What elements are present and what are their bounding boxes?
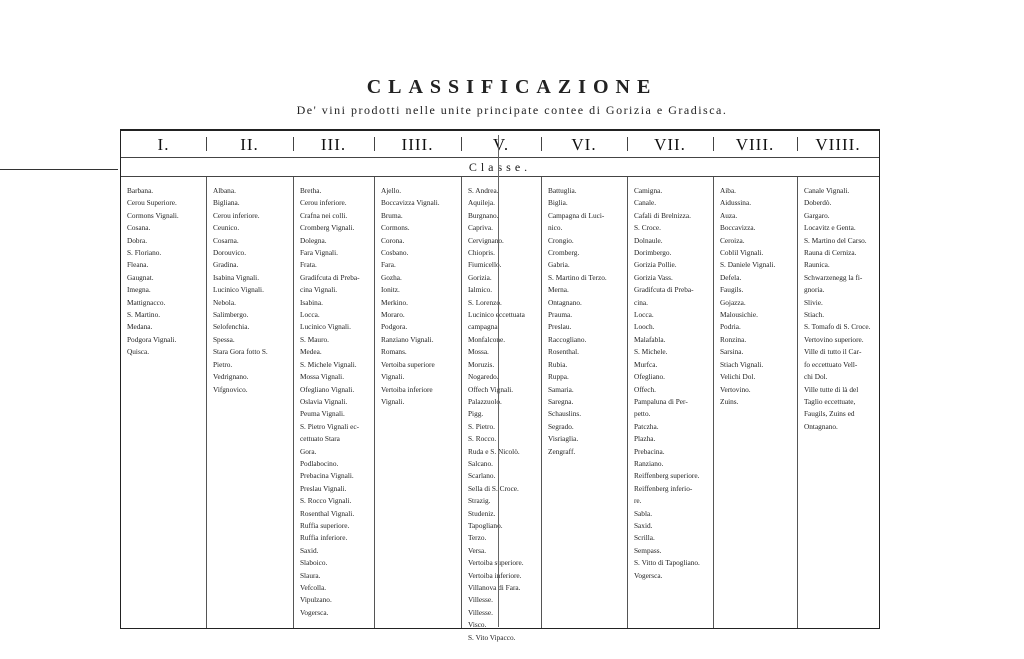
- place-entry: Peuma Vignali.: [300, 409, 345, 419]
- place-entry: Reiffenberg inferio-: [634, 483, 693, 493]
- place-entry: Prebacina.: [634, 446, 665, 456]
- column-class-9: [797, 177, 879, 628]
- place-entry: Velichi Dol.: [720, 372, 756, 382]
- place-entry: Camigna.: [634, 186, 663, 195]
- place-entry: Vifgnovico.: [213, 384, 248, 394]
- class-numeral-8: VIII.: [735, 135, 775, 154]
- place-entry: Vignali.: [381, 396, 405, 406]
- place-entry: Medana.: [127, 322, 153, 332]
- class-numeral-9: VIIII.: [815, 135, 861, 154]
- place-entry: Strazig.: [468, 496, 491, 506]
- column-class-2: [206, 177, 293, 628]
- place-entry: Gabria.: [548, 260, 570, 270]
- place-entry: Cervignano.: [468, 235, 504, 245]
- place-entry: Vertoiba inferiore: [381, 384, 433, 394]
- classe-label: Classe.: [121, 157, 879, 177]
- place-entry: Vedrignano.: [213, 372, 249, 382]
- place-entry: Cerou inferiore.: [213, 210, 260, 220]
- place-entry: Ofegliano Vignali.: [300, 384, 355, 394]
- place-entry: Sarsina.: [720, 347, 744, 357]
- place-entry: Slaboico.: [300, 558, 328, 568]
- place-entry: Malousichie.: [720, 310, 758, 320]
- place-entry: Fara.: [381, 260, 396, 270]
- place-entry: Scarlano.: [468, 471, 496, 481]
- place-entry: Doberdò.: [804, 198, 832, 208]
- place-entry: Terzo.: [468, 533, 487, 543]
- place-entry: Auza.: [720, 210, 738, 220]
- place-entry: Fara Vignali.: [300, 248, 338, 258]
- place-entry: Dorimbergo.: [634, 248, 672, 258]
- place-entry: Cosarna.: [213, 235, 239, 245]
- place-entry: chi Dol.: [804, 372, 828, 382]
- column-class-3: [293, 177, 374, 628]
- class-numeral-7: VII.: [654, 135, 686, 154]
- place-entry: cina.: [634, 297, 648, 307]
- place-entry: Nogaredo.: [468, 372, 499, 382]
- place-entry: Rauna di Cerniza.: [804, 248, 857, 258]
- place-entry: S. Croce.: [634, 223, 661, 233]
- place-entry: S. Michele.: [634, 347, 668, 357]
- class-numeral-6: VI.: [571, 135, 597, 154]
- place-entry: Medea.: [300, 347, 322, 357]
- numeral-divider: [374, 137, 375, 151]
- place-entry: Ruda e S. Nicolò.: [468, 446, 520, 456]
- place-entry: S. Vito Vipacco.: [468, 632, 516, 642]
- numeral-divider: [797, 137, 798, 151]
- place-entry: Slivie.: [804, 297, 823, 307]
- place-entry: Lucinico eccettuata: [468, 310, 525, 320]
- place-entry: Ceunico.: [213, 223, 240, 233]
- place-entry: Ruppa.: [548, 372, 569, 382]
- place-entry: Podgora.: [381, 322, 408, 332]
- place-entry: Vefcolla.: [300, 583, 327, 592]
- place-entry: S. Martino del Carso.: [804, 235, 867, 245]
- place-entry: Crafna nei colli.: [300, 210, 348, 220]
- numeral-divider: [461, 137, 462, 151]
- place-entry: Visriaglia.: [548, 434, 579, 444]
- place-entry: Ofegliano.: [634, 372, 666, 382]
- place-entry: gnoria.: [804, 285, 825, 295]
- place-entry: Schauslins.: [548, 409, 582, 419]
- place-entry: Battuglia.: [548, 186, 577, 195]
- place-entry: Gora.: [300, 446, 317, 456]
- place-entry: cettuato Stara: [300, 434, 340, 444]
- place-entry: Preslau Vignali.: [300, 483, 347, 493]
- place-entry: Salcano.: [468, 458, 493, 468]
- column-class-6: [541, 177, 627, 628]
- class-numeral-2: II.: [240, 135, 259, 154]
- place-entry: Moruzis.: [468, 359, 495, 369]
- place-entry: S. Pietro.: [468, 421, 495, 431]
- place-entry: Ville di tutto il Car-: [804, 347, 862, 357]
- place-entry: Sabla.: [634, 508, 653, 518]
- place-entry: Palazzuolo.: [468, 396, 502, 406]
- place-entry: Cafali di Brelnizza.: [634, 210, 691, 220]
- place-entry: Defela.: [720, 272, 742, 282]
- place-entry: Stara Gora fotto S.: [213, 347, 268, 357]
- place-entry: Podria.: [720, 322, 741, 332]
- place-entry: Lucinico Vignali.: [213, 285, 264, 295]
- place-entry: Vogersca.: [300, 607, 329, 617]
- place-entry: Podlabocino.: [300, 458, 339, 468]
- place-entry: Fiumicello.: [468, 260, 502, 270]
- place-entry: Salimbergo.: [213, 310, 249, 320]
- place-entry: Visco.: [468, 620, 487, 630]
- place-entry: Lucinico Vignali.: [300, 322, 351, 332]
- place-entry: Gozha.: [381, 272, 402, 282]
- place-entry: Studeniz.: [468, 508, 496, 518]
- place-entry: Versa.: [468, 545, 487, 555]
- place-entry: Ceroiza.: [720, 235, 745, 245]
- place-entry: Vertoiba inferiore.: [468, 570, 522, 580]
- place-entry: Locca.: [634, 310, 654, 320]
- place-entry: Ontagnano.: [804, 421, 838, 431]
- place-entry: S. Pietro Vignali ec-: [300, 421, 360, 431]
- place-entry: Imegna.: [127, 285, 151, 295]
- place-entry: Saxid.: [634, 520, 653, 530]
- place-entry: Pampaluna di Per-: [634, 396, 688, 406]
- place-entry: Cosbano.: [381, 248, 409, 258]
- document-subtitle: De' vini prodotti nelle unite principate contee di Gorizia e Gradisca.: [296, 103, 728, 117]
- place-entry: Crongio.: [548, 235, 574, 245]
- column-class-8: [713, 177, 797, 628]
- place-entry: Isabina Vignali.: [213, 272, 260, 282]
- place-entry: Raunica.: [804, 260, 830, 270]
- numeral-divider: [541, 137, 542, 151]
- place-entry: Saregna.: [548, 396, 574, 406]
- place-entry: Saxid.: [300, 545, 319, 555]
- place-entry: Vertovino.: [720, 384, 751, 394]
- place-entry: Cromberg.: [548, 248, 580, 258]
- place-entry: Villesse.: [468, 595, 493, 605]
- column-class-5: [461, 177, 541, 642]
- place-entry: Zuins.: [720, 396, 739, 406]
- place-entry: Ontagnano.: [548, 297, 582, 307]
- place-entry: Villesse.: [468, 607, 493, 617]
- place-entry: Canale Vignali.: [804, 186, 850, 195]
- place-entry: Vignali.: [381, 372, 405, 382]
- place-entry: Aiba.: [720, 186, 737, 195]
- place-entry: Samaria.: [548, 384, 574, 394]
- place-entry: Barbana.: [127, 186, 154, 195]
- place-entry: Corona.: [381, 235, 405, 245]
- place-entry: Dorouvico.: [213, 248, 247, 258]
- numeral-divider: [206, 137, 207, 151]
- place-entry: Bigliana.: [213, 198, 240, 208]
- place-entry: petto.: [634, 409, 651, 419]
- place-entry: Boccavizza Vignali.: [381, 198, 440, 208]
- place-entry: S. Martino di Terzo.: [548, 272, 607, 282]
- place-entry: Plazha.: [634, 434, 656, 444]
- place-entry: Stiach.: [804, 310, 825, 320]
- place-entry: Coblil Vignali.: [720, 248, 764, 258]
- place-entry: cina Vignali.: [300, 285, 338, 295]
- place-entry: Preslau.: [548, 322, 572, 332]
- place-entry: Mossa Vignali.: [300, 372, 345, 382]
- place-entry: S. Michele Vignali.: [300, 359, 357, 369]
- place-entry: Podgora Vignali.: [127, 334, 177, 344]
- place-entry: Biglia.: [548, 198, 568, 208]
- place-entry: Locavitz e Genta.: [804, 223, 856, 233]
- place-entry: Zengraff.: [548, 446, 576, 456]
- place-entry: Gradifcuta di Preba-: [300, 272, 360, 282]
- margin-rule: [0, 169, 118, 170]
- place-entry: Ville tutte di là del: [804, 384, 859, 394]
- place-entry: Segrado.: [548, 421, 574, 431]
- place-entry: Dobra.: [127, 235, 148, 245]
- place-entry: Ruffia inferiore.: [300, 533, 348, 543]
- column-class-7: [627, 177, 713, 628]
- place-entry: Gaugnat.: [127, 272, 154, 282]
- place-entry: Boccavizza.: [720, 223, 756, 233]
- place-entry: Canale.: [634, 198, 657, 208]
- column-class-1: [121, 177, 206, 628]
- place-entry: Vipulzano.: [300, 595, 332, 605]
- place-entry: S. Lorenzo.: [468, 297, 502, 307]
- place-entry: S. Rocco.: [468, 434, 497, 444]
- place-entry: Capriva.: [468, 223, 493, 233]
- numeral-divider: [713, 137, 714, 151]
- column-class-4: [374, 177, 461, 628]
- place-entry: Ajello.: [381, 186, 402, 195]
- place-entry: Slaura.: [300, 570, 321, 580]
- classification-table: [120, 129, 880, 642]
- place-entry: Reiffenberg superiore.: [634, 471, 700, 481]
- place-entry: Merna.: [548, 285, 569, 295]
- place-entry: Gojazza.: [720, 297, 746, 307]
- place-entry: Moraro.: [381, 310, 405, 320]
- place-entry: Tapogliano.: [468, 520, 503, 530]
- class-numeral-row: [121, 131, 879, 157]
- class-numeral-5: V.: [492, 135, 510, 154]
- place-entry: Villanova di Fara.: [468, 583, 521, 592]
- place-entry: Gradina.: [213, 260, 239, 270]
- place-entry: Vertovino superiore.: [804, 334, 864, 344]
- place-entry: Quisca.: [127, 347, 150, 357]
- place-entry: Gorizia.: [468, 272, 492, 282]
- place-entry: Cerou inferiore.: [300, 198, 347, 208]
- place-entry: Frata.: [300, 260, 317, 270]
- place-entry: Locca.: [300, 310, 320, 320]
- place-entry: Gradifcuta di Preba-: [634, 285, 694, 295]
- place-entry: Sella di S. Croce.: [468, 483, 519, 493]
- place-entry: Isabina.: [300, 297, 323, 307]
- place-entry: S. Rocco Vignali.: [300, 496, 352, 506]
- place-entry: Prebacina Vignali.: [300, 471, 354, 481]
- place-entry: Dolegna.: [300, 235, 327, 245]
- place-entry: S. Floriano.: [127, 248, 162, 258]
- place-entry: Cromberg Vignali.: [300, 223, 355, 233]
- place-entry: S. Mauro.: [300, 334, 329, 344]
- place-entry: Albana.: [213, 186, 236, 195]
- document-title: CLASSIFICAZIONE: [366, 76, 658, 98]
- place-entry: Stiach Vignali.: [720, 359, 764, 369]
- place-entry: Ronzina.: [720, 334, 747, 344]
- place-entry: Campagna di Luci-: [548, 210, 605, 220]
- place-entry: Rubia.: [548, 359, 568, 369]
- place-entry: Schwarzenegg la fi-: [804, 272, 863, 282]
- place-entry: Bretha.: [300, 186, 322, 195]
- place-entry: Gargaro.: [804, 210, 830, 220]
- place-entry: Prauma.: [548, 310, 573, 320]
- place-entry: Sempass.: [634, 545, 662, 555]
- place-entry: fo eccettuato Vell-: [804, 359, 858, 369]
- place-entry: Aidussina.: [720, 198, 752, 208]
- place-entry: Burgnano.: [468, 210, 499, 220]
- place-entry: Ionitz.: [381, 285, 400, 295]
- place-entry: S. Tomafo di S. Croce.: [804, 322, 871, 332]
- place-entry: Mossa.: [468, 347, 489, 357]
- place-entry: S. Vitto di Tapogliano.: [634, 558, 700, 568]
- place-entry: Rosenthal.: [548, 347, 580, 357]
- place-entry: Raccogliano.: [548, 334, 587, 344]
- place-entry: Ruffia superiore.: [300, 520, 350, 530]
- place-entry: Romans.: [381, 347, 407, 357]
- place-entry: Nebola.: [213, 297, 236, 307]
- place-entry: Dolnaule.: [634, 235, 663, 245]
- page-fold-line: [498, 135, 499, 627]
- place-entry: Cormons Vignali.: [127, 210, 179, 220]
- place-entry: Patczha.: [634, 421, 659, 431]
- place-entry: Gorizia Pollie.: [634, 260, 677, 270]
- place-entry: Malafabla.: [634, 334, 666, 344]
- place-entry: Mattignacco.: [127, 297, 166, 307]
- place-entry: Aquileja.: [468, 198, 495, 208]
- place-entry: Scrilla.: [634, 533, 655, 543]
- place-entry: Pigg.: [468, 409, 484, 419]
- class-numeral-4: IIII.: [401, 135, 434, 154]
- place-entry: Pietro.: [213, 359, 233, 369]
- place-entry: Faugils, Zuins ed: [804, 409, 855, 419]
- place-entry: S. Daniele Vignali.: [720, 260, 776, 270]
- place-entry: Cosana.: [127, 223, 151, 233]
- place-entry: S. Martino.: [127, 310, 161, 320]
- place-entry: Gorizia Vass.: [634, 272, 673, 282]
- class-numeral-1: I.: [157, 135, 170, 154]
- place-entry: Spessa.: [213, 334, 235, 344]
- place-entry: Merkino.: [381, 297, 408, 307]
- place-entry: Bruma.: [381, 210, 403, 220]
- place-entry: Murfca.: [634, 359, 658, 369]
- place-entry: Offech.: [634, 384, 656, 394]
- place-entry: Rosenthal Vignali.: [300, 508, 355, 518]
- numeral-divider: [627, 137, 628, 151]
- place-entry: Ranziano.: [634, 458, 664, 468]
- place-entry: Vogersca.: [634, 570, 663, 580]
- place-entry: Cormons.: [381, 223, 410, 233]
- place-entry: Ranziano Vignali.: [381, 334, 434, 344]
- place-entry: S. Andrea.: [468, 186, 499, 195]
- place-entry: Monfalcone.: [468, 334, 506, 344]
- place-entry: Selofenchia.: [213, 322, 250, 332]
- place-entry: Oslavia Vignali.: [300, 396, 348, 406]
- place-entry: Looch.: [634, 322, 655, 332]
- place-entry: Vertoiba superiore: [381, 359, 435, 369]
- place-entry: Cerou Superiore.: [127, 198, 177, 208]
- place-entry: Fleana.: [127, 260, 149, 270]
- place-entry: Taglio eccettuate,: [804, 396, 856, 406]
- place-entry: nico.: [548, 223, 563, 233]
- place-entry: re.: [634, 496, 642, 506]
- numeral-divider: [293, 137, 294, 151]
- place-entry: Ialmico.: [468, 285, 493, 295]
- place-entry: Offech Vignali.: [468, 384, 514, 394]
- place-entry: Vertoiba superiore.: [468, 558, 524, 568]
- place-entry: Chiopris.: [468, 248, 495, 258]
- class-numeral-3: III.: [320, 135, 347, 154]
- place-entry: Faugils.: [720, 285, 744, 295]
- place-entry: campagna.: [468, 322, 500, 332]
